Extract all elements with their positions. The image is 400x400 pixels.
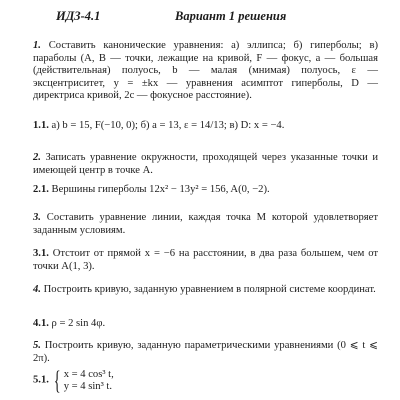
task-4-1-number: 4.1. xyxy=(33,318,49,329)
task-3-1-number: 3.1. xyxy=(33,248,49,259)
task-4-number: 4. xyxy=(33,284,41,295)
parametric-equation-x: x = 4 cos³ t, xyxy=(63,369,114,380)
task-2-1 xyxy=(33,184,378,197)
task-4-1 xyxy=(33,318,378,331)
task-2-number: 2. xyxy=(33,152,41,163)
task-3-1-text: Отстоит от прямой x = −6 на расстоянии, в два раза большем, чем от точки A(1, 3). xyxy=(33,248,378,272)
task-5-text: Построить кривую, заданную параметрическими уравнениями (0 ⩽ t ⩽ 2π). xyxy=(33,340,379,364)
variant-title: Вариант 1 решения xyxy=(175,9,287,23)
task-1 xyxy=(33,40,378,103)
task-3-number: 3. xyxy=(33,212,41,223)
task-1-text: Составить канонические уравнения: а) эллипса; б) гиперболы; в) параболы (A, B — точки, лежащие на кривой, F — фокус, a — большая (действительная) полуось, b — малая (мнимая) полуось, ε — эксцентриситет, y = ±kx — уравнения асимптот гиперболы, D — директриса кривой, 2c — фокусное расстояние). xyxy=(33,40,378,102)
assignment-code: ИДЗ-4.1 xyxy=(56,9,101,23)
task-1-1-text: а) b = 15, F(−10, 0); б) a = 13, ε = 14/13; в) D: x = −4. xyxy=(51,120,285,131)
task-4-1-text: ρ = 2 sin 4φ. xyxy=(51,318,106,329)
task-4-text: Построить кривую, заданную уравнением в полярной системе координат. xyxy=(43,284,376,295)
task-3-1 xyxy=(33,248,378,273)
task-1-1-number: 1.1. xyxy=(33,120,49,131)
task-5-1-number: 5.1. xyxy=(33,374,49,386)
system-brace: { xyxy=(53,366,61,395)
task-5-number: 5. xyxy=(33,340,41,351)
task-1-number: 1. xyxy=(33,40,41,51)
task-2-1-text: Вершины гиперболы 12x² − 13y² = 156, A(0, −2). xyxy=(51,184,270,195)
task-4 xyxy=(33,284,378,297)
task-2 xyxy=(33,152,378,177)
task-2-1-number: 2.1. xyxy=(33,184,49,195)
task-1-1 xyxy=(33,120,378,133)
task-5 xyxy=(33,340,378,365)
task-3 xyxy=(33,212,378,237)
task-2-text: Записать уравнение окружности, проходящей через указанные точки и имеющей центр в точке A. xyxy=(33,152,378,176)
parametric-equation-y: y = 4 sin³ t. xyxy=(63,381,112,392)
task-3-text: Составить уравнение линии, каждая точка M которой удовлетворяет заданным условиям. xyxy=(33,212,379,236)
parametric-system xyxy=(52,366,114,395)
document-header xyxy=(0,9,400,25)
task-5-1 xyxy=(33,366,378,395)
